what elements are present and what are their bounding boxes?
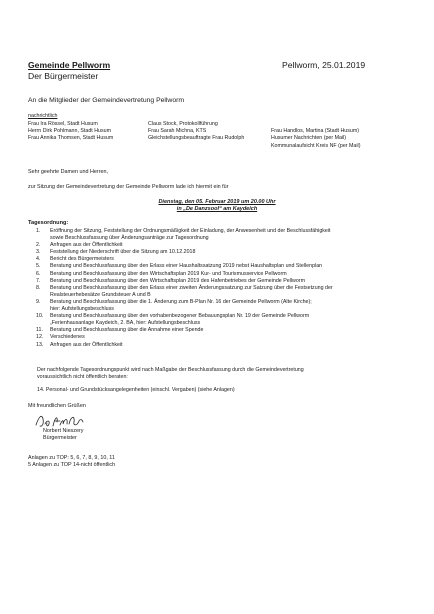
attachments-block — [28, 455, 115, 470]
distribution-recipient: Frau Sarah Michna, KTS — [148, 127, 207, 134]
agenda-item-text — [50, 285, 333, 299]
agenda-item — [36, 278, 416, 285]
agenda-list — [36, 228, 416, 349]
agenda-item-text — [50, 263, 322, 270]
agenda-item — [36, 334, 416, 341]
agenda-item-text — [50, 278, 305, 285]
agenda-item-line: hier: Aufstellungsbeschluss — [50, 306, 114, 313]
attachments-line: 5 Anlagen zu TOP 14-nicht öffentlich — [28, 462, 116, 469]
addressee-line: An die Mitglieder der Gemeindevertretung Pellworm — [28, 97, 185, 104]
agenda-item-line: Bericht des Bürgermeisters — [50, 256, 114, 263]
agenda-item-line: Beratung und Beschlussfassung über den Wirtschaftsplan 2019 des Hafenbetriebes der Gemeinde Pellworm — [50, 277, 305, 284]
closed-session-note-line: voraussichtlich nicht öffentlich beraten: — [37, 374, 128, 381]
closed-session-note — [37, 367, 304, 381]
agenda-item-line: Anfragen aus der Öffentlichkeit — [50, 341, 123, 348]
salutation: Sehr geehrte Damen und Herren, — [28, 169, 109, 175]
closed-session-note-line: Der nachfolgende Tagesordnungspunkt wird nach Maßgabe der Beschlussfassung durch die Gemeindevertretung — [37, 367, 304, 373]
agenda-item-number: 1. — [36, 228, 41, 234]
agenda-item-number: 12. — [36, 334, 44, 341]
closing-phrase: Mit freundlichen Grüßen — [28, 403, 86, 409]
signer-block — [43, 428, 83, 443]
distribution-recipient: Frau Handlos, Martina (Stadt Husum) — [271, 128, 360, 134]
agenda-item-text — [50, 249, 195, 256]
distribution-recipient: Frau Ira Rössel, Stadt Husum — [28, 120, 98, 127]
agenda-item-number: 9. — [36, 298, 41, 305]
invitation-intro: zur Sitzung der Gemeindevertretung der Gemeinde Pellworm lade ich hiermit ein für — [28, 184, 229, 190]
agenda-item-line: „Ferienhausanlage Kaydeich, 2. BA, hier: Aufstellungsbeschluss — [50, 320, 201, 327]
agenda-item-line: Beratung und Beschlussfassung über die 1. Änderung zum B-Plan Nr. 16 der Gemeinde Pellworm (Alte Kirche); — [50, 298, 312, 305]
attachments-line: Anlagen zu TOP: 5, 6, 7, 8, 9, 10, 11 — [28, 455, 115, 461]
agenda-item-text — [50, 299, 312, 313]
agenda-item-number: 7. — [36, 277, 41, 284]
distribution-recipient: Husumer Nachrichten (per Mail) — [271, 135, 347, 142]
distribution-column-3 — [271, 128, 360, 150]
agenda-item — [36, 228, 416, 242]
agenda-item-line: Anfragen aus der Öffentlichkeit — [50, 242, 123, 249]
agenda-item — [36, 313, 416, 327]
agenda-item-number: 13. — [36, 341, 44, 348]
agenda-item — [36, 256, 416, 263]
agenda-item-line: Eröffnung der Sitzung, Feststellung der Ordnungsmäßigkeit der Einladung, der Anwesenheit und der Beschlussfähigkeit — [50, 228, 331, 234]
agenda-item-number: 10. — [36, 313, 44, 320]
agenda-item-line: Beratung und Beschlussfassung über den Wirtschaftsplan 2019 Kur- und Tourismusservice Pellworm — [50, 270, 287, 277]
meeting-date: Dienstag, den 05. Februar 2019 um 20.00 Uhr — [158, 199, 276, 205]
agenda-item-line: Beratung und Beschlussfassung über den Erlass einer zweiten Änderungssatzung zur Satzung über die Festsetzung der — [50, 284, 333, 291]
agenda-item-text — [50, 271, 287, 278]
signer-name: Norbert Nieszery — [43, 428, 84, 434]
department-name: Der Bürgermeister — [28, 71, 99, 81]
agenda-item-line: Beratung und Beschlussfassung über den Erlass einer Haushaltssatzung 2019 nebst Haushaltsplan und Stellenplan — [50, 263, 323, 270]
agenda-item — [36, 271, 416, 278]
agenda-item-number: 5. — [36, 263, 41, 270]
agenda-item-text — [50, 334, 85, 341]
distribution-recipient: Gleichstellungsbeauftragte Frau Rudolph — [148, 135, 245, 142]
closed-agenda-item: 14. Personal- und Grundstücksangelegenheiten (einschl. Vergaben) (siehe Anlagen) — [37, 387, 235, 393]
agenda-item-number: 4. — [36, 256, 41, 263]
agenda-item-number: 2. — [36, 242, 41, 249]
agenda-item-text — [50, 313, 309, 327]
agenda-item-line: Beratung und Beschlussfassung über die Annahme einer Spende — [50, 327, 204, 334]
agenda-item-text — [50, 327, 203, 334]
agenda-item-text — [50, 342, 123, 349]
distribution-recipient: Claus Stock, Protokollführung — [148, 120, 218, 127]
agenda-item-number: 3. — [36, 249, 41, 256]
agenda-item-line: Beratung und Beschlussfassung über den vorhabenbezogener Bebauungsplan Nr. 19 der Gemeinde Pellworm — [50, 313, 310, 320]
agenda-item — [36, 285, 416, 299]
signer-title: Bürgermeister — [43, 435, 77, 442]
agenda-item-line: Realsteuerhebesätze Grundsteuer A und B — [50, 291, 151, 298]
place-date: Pellworm, 25.01.2019 — [282, 60, 366, 70]
agenda-item-number: 11. — [36, 327, 43, 334]
distribution-recipient: Kommunalaufsicht Kreis NF (per Mail) — [271, 142, 361, 149]
organization-name: Gemeinde Pellworm — [28, 60, 111, 70]
distribution-recipient: Herrn Dirk Pohlmann, Stadt Husum — [28, 127, 112, 134]
agenda-item — [36, 342, 416, 349]
distribution-column-1 — [28, 121, 113, 143]
agenda-item-number: 8. — [36, 284, 41, 291]
distribution-recipient: Frau Annika Thomsen, Stadt Husum — [28, 135, 114, 142]
agenda-heading: Tagesordnung: — [28, 220, 69, 226]
agenda-item — [36, 327, 416, 334]
distribution-column-2 — [148, 121, 244, 143]
agenda-item-number: 6. — [36, 270, 41, 277]
agenda-item — [36, 299, 416, 313]
agenda-item-line: Feststellung der Niederschrift über die Sitzung am 10.12.2018 — [50, 249, 196, 256]
meeting-location: in „De Danzsool“ am Kaydeich — [176, 206, 258, 212]
agenda-item-text — [50, 256, 114, 263]
agenda-item-text — [50, 242, 123, 249]
agenda-item-line: Verschiedenes — [50, 334, 85, 341]
agenda-item-text — [50, 228, 331, 242]
agenda-item — [36, 249, 416, 256]
agenda-item — [36, 263, 416, 270]
distribution-heading: nachrichtlich — [28, 113, 58, 119]
agenda-item — [36, 242, 416, 249]
agenda-item-line: sowie Beschlussfassung über Änderungsanträge zur Tagesordnung — [50, 235, 209, 242]
